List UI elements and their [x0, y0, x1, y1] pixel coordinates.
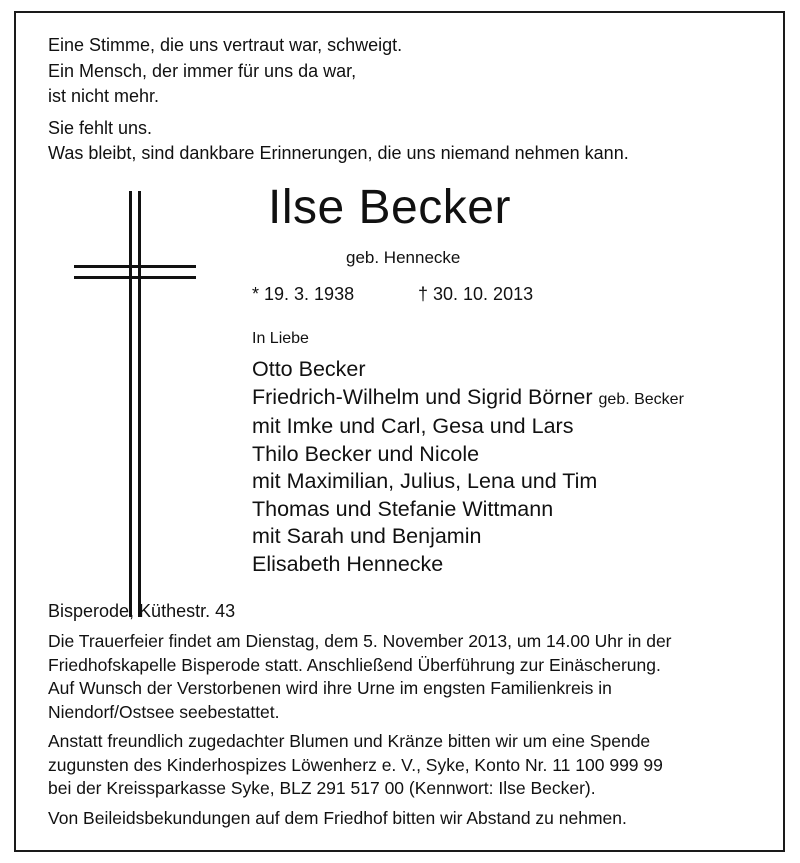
birth-date: * 19. 3. 1938 [252, 284, 355, 304]
birth-name: geb. Hennecke [346, 248, 461, 267]
mourner-line [252, 384, 684, 414]
mourner-line: Thilo Becker und Nicole [252, 441, 480, 466]
notice-line: bei der Kreissparkasse Syke, BLZ 291 517 00 (Kennwort: Ilse Becker). [48, 778, 596, 798]
poem-line: Eine Stimme, die uns vertraut war, schweigt. [48, 35, 403, 55]
mourners-list [252, 356, 684, 578]
poem-line: Sie fehlt uns. [48, 117, 153, 138]
mourner-birth-name: geb. Becker [598, 390, 684, 408]
mourner-line: Elisabeth Hennecke [252, 551, 444, 576]
notice-line: Die Trauerfeier findet am Dienstag, dem 5. November 2013, um 14.00 Uhr in der [48, 631, 672, 651]
notice-line: Von Beileidsbekundungen auf dem Friedhof bitten wir Abstand zu nehmen. [48, 807, 627, 828]
mourner-line: mit Maximilian, Julius, Lena und Tim [252, 469, 598, 493]
poem-line: ist nicht mehr. [48, 86, 160, 106]
poem [48, 33, 629, 167]
mourner-line: mit Sarah und Benjamin [252, 524, 482, 548]
poem-line: Ein Mensch, der immer für uns da war, [48, 60, 357, 81]
mourner-line: Thomas und Stefanie Wittmann [252, 496, 554, 521]
notice-line: zugunsten des Kinderhospizes Löwenherz e. V., Syke, Konto Nr. 11 100 999 99 [48, 754, 663, 775]
mourners-intro: In Liebe [252, 330, 309, 347]
death-date: † 30. 10. 2013 [418, 284, 534, 304]
poem-line: Was bleibt, sind dankbare Erinnerungen, die uns niemand nehmen kann. [48, 143, 629, 163]
notice-text [48, 630, 672, 830]
mourner-name: Friedrich-Wilhelm und Sigrid Börner [252, 384, 593, 409]
cross-icon [74, 191, 196, 617]
mourner-line: mit Imke und Carl, Gesa und Lars [252, 414, 574, 438]
notice-line: Friedhofskapelle Bisperode statt. Anschließend Überführung zur Einäscherung. [48, 654, 661, 675]
notice-line: Auf Wunsch der Verstorbenen wird ihre Urne im engsten Familienkreis in [48, 678, 612, 698]
mourner-line: Otto Becker [252, 357, 366, 381]
deceased-name: Ilse Becker [268, 181, 511, 234]
notice-line: Anstatt freundlich zugedachter Blumen und Kränze bitten wir um eine Spende [48, 731, 651, 751]
address: Bisperode, Küthestr. 43 [48, 601, 236, 621]
notice-line: Niendorf/Ostsee seebestattet. [48, 701, 280, 722]
